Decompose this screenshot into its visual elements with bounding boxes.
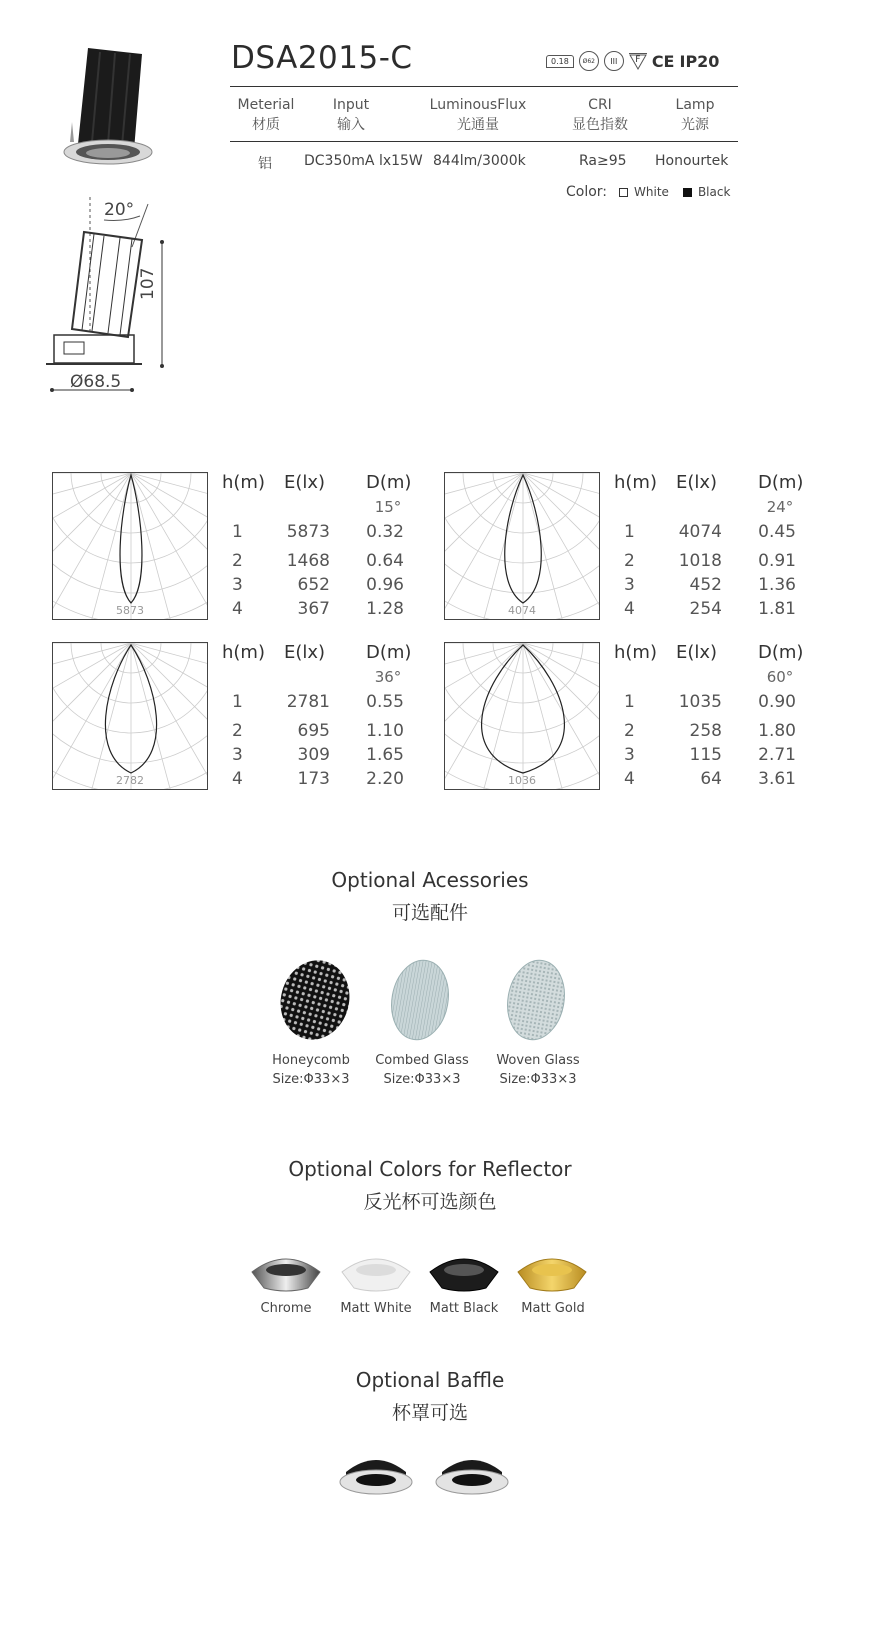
table-cell: 64 [700, 769, 722, 789]
certification-icons [546, 51, 719, 71]
table-cell: 2.20 [366, 769, 404, 789]
class-iii-icon: III [604, 51, 624, 71]
polar-plot [444, 472, 600, 620]
table-cell: 4 [232, 769, 243, 789]
color-options [566, 184, 730, 200]
black-swatch-icon [683, 188, 692, 197]
table-cell: 4074 [678, 522, 722, 542]
table-cell: 2 [232, 551, 243, 571]
accessory-size: Size:Φ33×3 [272, 1072, 350, 1087]
ip-rating: IP20 [679, 51, 720, 71]
polar-plot [444, 642, 600, 790]
peak-intensity-label: 1036 [508, 774, 536, 787]
accessory-name: Honeycomb [272, 1053, 350, 1068]
table-cell: 4 [624, 769, 635, 789]
reflector-heading [0, 1157, 860, 1214]
peak-intensity-label: 4074 [508, 604, 536, 617]
table-cell: 1468 [286, 551, 330, 571]
table-cell: 1 [624, 522, 635, 542]
spec-mid-rule [230, 141, 738, 142]
white-reflector-icon [338, 1246, 414, 1294]
table-cell: 2 [232, 721, 243, 741]
photometric-table [614, 642, 814, 792]
f-mark-icon: F [629, 53, 647, 70]
table-header: D(m) [366, 642, 412, 663]
beam-angle: 36° [374, 668, 402, 686]
spec-header-cri: CRI 显色指数 [572, 97, 628, 133]
reflector-white-label: Matt White [340, 1301, 412, 1316]
table-cell: 1.80 [758, 721, 796, 741]
table-cell: 3.61 [758, 769, 796, 789]
reflector-chrome-label: Chrome [260, 1301, 312, 1316]
baffle-left-icon [336, 1450, 416, 1498]
table-header: E(lx) [676, 472, 718, 493]
color-black-label: Black [697, 185, 731, 199]
spec-value-cri: Ra≥95 [579, 153, 627, 169]
accessory-woven-glass [478, 1051, 598, 1089]
table-header: h(m) [222, 472, 265, 493]
table-cell: 652 [297, 575, 330, 595]
baffle-heading [0, 1368, 860, 1425]
baffle-title-zh: 杯罩可选 [391, 1402, 468, 1424]
gold-reflector-icon [514, 1246, 590, 1294]
table-cell: 5873 [286, 522, 330, 542]
table-cell: 1 [624, 692, 635, 712]
photometric-table [222, 642, 422, 792]
spec-header-lamp: Lamp 光源 [675, 97, 715, 133]
table-cell: 3 [232, 575, 243, 595]
photometric-table [222, 472, 422, 622]
table-header: D(m) [758, 642, 804, 663]
honeycomb-icon [275, 958, 355, 1042]
accessory-size: Size:Φ33×3 [499, 1072, 577, 1087]
reflector-title-en: Optional Colors for Reflector [288, 1157, 572, 1181]
photometric-table [614, 472, 814, 622]
reflector-black-label: Matt Black [429, 1301, 499, 1316]
table-cell: 3 [232, 745, 243, 765]
black-reflector-icon [426, 1246, 502, 1294]
accessories-title-en: Optional Acessories [331, 868, 529, 892]
table-header: E(lx) [676, 642, 718, 663]
table-cell: 2.71 [758, 745, 796, 765]
spec-top-rule [230, 86, 738, 87]
ce-mark-icon: CE [651, 51, 675, 71]
accessory-combed-glass [362, 1051, 482, 1089]
peak-intensity-label: 2782 [116, 774, 144, 787]
baffle-right-icon [432, 1450, 512, 1498]
color-white-label: White [634, 185, 669, 199]
table-cell: 1.65 [366, 745, 404, 765]
table-cell: 1035 [678, 692, 722, 712]
table-cell: 1.36 [758, 575, 796, 595]
polar-plot [52, 472, 208, 620]
table-header: h(m) [614, 472, 657, 493]
table-cell: 0.91 [758, 551, 796, 571]
diameter-cert-icon: Ø62 [579, 51, 599, 71]
spec-header-input: Input 输入 [332, 97, 370, 133]
table-header: E(lx) [284, 642, 326, 663]
reflector-title-zh: 反光杯可选颜色 [363, 1191, 497, 1213]
table-cell: 254 [689, 599, 722, 619]
table-cell: 258 [689, 721, 722, 741]
table-header: D(m) [758, 472, 804, 493]
table-cell: 4 [232, 599, 243, 619]
table-cell: 1.10 [366, 721, 404, 741]
baffle-title-en: Optional Baffle [355, 1368, 505, 1392]
spec-value-material: 铝 [258, 156, 272, 172]
table-cell: 0.64 [366, 551, 404, 571]
table-cell: 1 [232, 692, 243, 712]
table-cell: 2 [624, 551, 635, 571]
accessories-heading [0, 868, 860, 925]
beam-angle: 60° [766, 668, 794, 686]
color-label: Color: [566, 184, 608, 200]
accessories-title-zh: 可选配件 [391, 902, 468, 924]
table-cell: 3 [624, 575, 635, 595]
product-photo [60, 42, 160, 167]
table-cell: 2781 [286, 692, 330, 712]
table-cell: 0.96 [366, 575, 404, 595]
accessory-name: Woven Glass [496, 1053, 580, 1068]
beam-angle: 24° [766, 498, 794, 516]
table-header: D(m) [366, 472, 412, 493]
table-cell: 367 [297, 599, 330, 619]
spec-header-material: Meterial 材质 [237, 97, 295, 133]
table-cell: 1018 [678, 551, 722, 571]
reflector-gold-label: Matt Gold [521, 1301, 585, 1316]
height-label: 107 [138, 267, 158, 300]
table-cell: 695 [297, 721, 330, 741]
table-cell: 1.81 [758, 599, 796, 619]
accessory-honeycomb [251, 1051, 371, 1089]
spec-value-flux: 844lm/3000k [433, 153, 526, 169]
accessory-size: Size:Φ33×3 [383, 1072, 461, 1087]
table-cell: 452 [689, 575, 722, 595]
tilt-angle-label: 20° [104, 200, 135, 220]
woven-glass-icon [502, 958, 572, 1042]
table-cell: 1.28 [366, 599, 404, 619]
table-cell: 309 [297, 745, 330, 765]
table-cell: 173 [297, 769, 330, 789]
spec-value-input: DC350mA lx15W [304, 153, 423, 169]
beam-angle: 15° [374, 498, 402, 516]
spec-header-flux: LuminousFlux 光通量 [429, 97, 527, 133]
table-cell: 4 [624, 599, 635, 619]
table-header: h(m) [222, 642, 265, 663]
table-cell: 3 [624, 745, 635, 765]
table-cell: 0.32 [366, 522, 404, 542]
product-title: DSA2015-C [231, 40, 413, 76]
lamp-cert-icon: 0.18 [546, 55, 574, 68]
table-cell: 2 [624, 721, 635, 741]
white-swatch-icon [619, 188, 628, 197]
diameter-label: Ø68.5 [70, 372, 122, 392]
polar-plot [52, 642, 208, 790]
table-cell: 0.45 [758, 522, 796, 542]
combed-glass-icon [386, 958, 456, 1042]
accessory-name: Combed Glass [375, 1053, 469, 1068]
table-cell: 115 [689, 745, 722, 765]
table-cell: 1 [232, 522, 243, 542]
table-header: E(lx) [284, 472, 326, 493]
table-cell: 0.90 [758, 692, 796, 712]
table-cell: 0.55 [366, 692, 404, 712]
peak-intensity-label: 5873 [116, 604, 144, 617]
chrome-reflector-icon [248, 1246, 324, 1294]
table-header: h(m) [614, 642, 657, 663]
spec-value-lamp: Honourtek [655, 153, 729, 169]
